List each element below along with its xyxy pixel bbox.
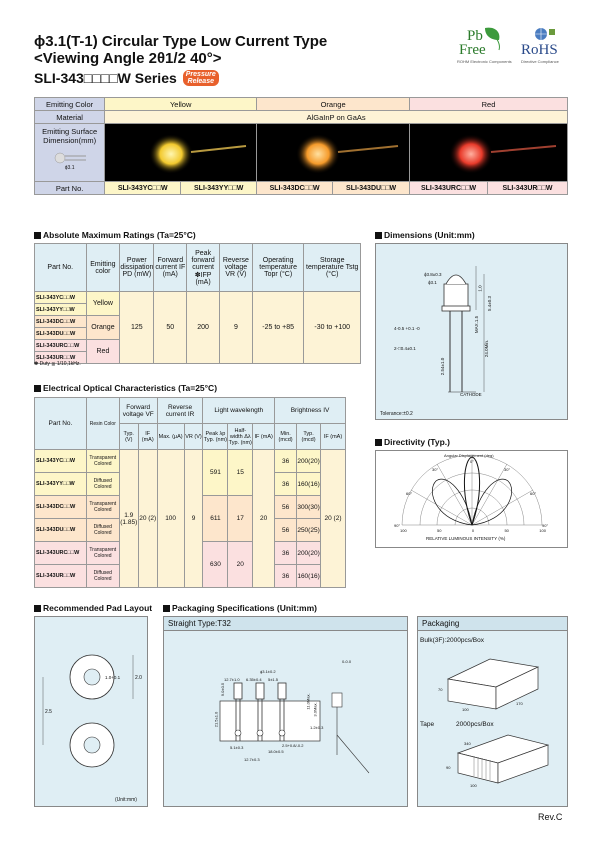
bullet-square-icon <box>163 605 170 612</box>
eoc-peak-red: 630 <box>203 542 228 588</box>
pb-free-logo: Pb Free ROHM Electronic Components <box>455 24 505 64</box>
pad-layout-panel: 1.0+0.1 2.0 2.5 (Unit:mm) <box>34 616 148 807</box>
led-dimension-icon <box>50 151 90 165</box>
yellow-led-photo <box>105 124 257 182</box>
packaging-panel: Packaging Bulk(3F):2000pcs/Box 70 100 170 Tape 2000pcs/Box 340 90 100 <box>417 616 568 807</box>
row-label-material: Material <box>35 111 105 124</box>
eoc-part-urc: SLI-343URC□□W <box>35 542 87 565</box>
eoc-h-resin: Resin Color <box>86 398 119 450</box>
globe-icon <box>521 26 576 42</box>
eoc-peak-orange: 611 <box>203 496 228 542</box>
part-dc: SLI-343DC□□W <box>257 182 333 195</box>
row-label-color: Emitting Color <box>35 98 105 111</box>
title-line2: <Viewing Angle 2θ1/2 40°> <box>34 50 222 67</box>
yellow-led-glow <box>106 124 256 179</box>
row-label-emitting-surface: Emitting Surface Dimension(mm) ϕ3.1 <box>35 124 105 182</box>
amr-part-yy: SLI-343YY□□W <box>35 304 87 316</box>
part-ur: SLI-343UR□□W <box>488 182 568 195</box>
amr-h-part: Part No. <box>35 244 87 292</box>
bulk-label: Bulk(3F):2000pcs/Box <box>420 637 484 644</box>
part-urc: SLI-343URC□□W <box>410 182 488 195</box>
amr-part-dc: SLI-343DC□□W <box>35 316 87 328</box>
amr-heading: Absolute Maximum Ratings (Ta=25°C) <box>34 230 196 240</box>
absolute-max-ratings-table <box>34 243 361 364</box>
color-red: Red <box>410 98 568 111</box>
amr-h-tstg: Storage temperature Tstg (°C) <box>304 244 361 292</box>
eoc-hw-red: 20 <box>228 542 253 588</box>
color-material-table <box>34 97 568 195</box>
packaging-spec-heading: Packaging Specifications (Unit:mm) <box>163 603 317 613</box>
amr-part-urc: SLI-343URC□□W <box>35 340 87 352</box>
amr-part-du: SLI-343DU□□W <box>35 328 87 340</box>
eoc-h-ir: Reverse current IR <box>157 398 203 424</box>
eoc-h-wave: Light wavelength <box>203 398 275 424</box>
series-title <box>34 70 219 86</box>
directivity-heading: Directivity (Typ.) <box>375 437 450 447</box>
amr-h-topr: Operating temperature Topr (°C) <box>252 244 304 292</box>
amr-part-yc: SLI-343YC□□W <box>35 292 87 304</box>
electrical-optical-table: Part No. Resin Color Forward voltage VF Reverse current IR Light wavelength Brightness IV Typ. (V) IF (mA) Max. (μA) VR (V) Peak λp Typ. (nm) Half-width Δλ Typ. (nm) IF (mA) Min. (mcd) Typ. (mcd) IF (mA) SLI-343YC□□W Transparent Colored 1.9 (1.85) 20 (2) 100 9 591 15 20 36 200(20) 20 (2) SLI-343YY□□W Diffused Colored 36 160(16) SLI-343DC□□W Transparent Colored 611 17 56 300(30) SLI-343DU□□W Diffused Colored 56 250(25) SLI-343URC□□W Transparent Colored 630 20 36 200(20) SLI-343UR□□W Diffused Colored 36 160(16) <box>34 397 346 588</box>
orange-led-glow <box>258 124 408 179</box>
part-yc: SLI-343YC□□W <box>105 182 181 195</box>
eoc-h-part: Part No. <box>35 398 87 450</box>
packaging-title: Packaging <box>418 617 567 631</box>
amr-h-color: Emitting color <box>86 244 120 292</box>
amr-note: ✽ Duty ≦ 1/10,1kHz. <box>34 361 81 367</box>
amr-h-if: Forward current IF (mA) <box>154 244 187 292</box>
material-value: AlGaInP on GaAs <box>105 111 568 124</box>
eoc-vf-if: 20 (2) <box>138 450 157 588</box>
series-name: SLI-343□□□□W Series <box>34 70 177 86</box>
eoc-peak-yellow: 591 <box>203 450 228 496</box>
straight-type-title: Straight Type:T32 <box>164 617 407 631</box>
pressure-release-badge: Pressure Release <box>183 70 219 86</box>
part-du: SLI-343DU□□W <box>333 182 410 195</box>
color-yellow: Yellow <box>105 98 257 111</box>
tolerance-note: Tolerance:±0.2 <box>380 411 413 417</box>
pad-heading: Recommended Pad Layout <box>34 603 152 613</box>
dimensions-heading: Dimensions (Unit:mm) <box>375 230 475 240</box>
eoc-h-vf: Forward voltage VF <box>119 398 157 424</box>
dimensions-panel: ϕ3.8±0.3 ϕ3.1 1.0 5.4±0.3 MAX.1.5 4-0.5 +0.1 -0 2-□0.4±0.1 24.0Min. 2.54±1.0 CATHODE Tolerance:±0.2 <box>375 243 568 420</box>
red-led-photo <box>410 124 568 182</box>
amr-part-ur: SLI-343UR□□W <box>35 352 87 364</box>
pad-drawing <box>35 617 149 808</box>
eoc-part-yc: SLI-343YC□□W <box>35 450 87 473</box>
polar-chart <box>376 451 569 549</box>
amr-color-red: Red <box>86 340 120 364</box>
eoc-wave-if: 20 <box>253 450 275 588</box>
eoc-ir-vr: 9 <box>184 450 203 588</box>
eoc-part-yy: SLI-343YY□□W <box>35 473 87 496</box>
amr-if: 50 <box>154 292 187 364</box>
eoc-hw-orange: 17 <box>228 496 253 542</box>
amr-ifp: 200 <box>187 292 220 364</box>
amr-h-vr: Reverse voltage VR (V) <box>219 244 252 292</box>
bullet-square-icon <box>375 232 382 239</box>
red-led-glow <box>411 124 566 179</box>
eoc-hw-yellow: 15 <box>228 450 253 496</box>
amr-vr: 9 <box>219 292 252 364</box>
part-yy: SLI-343YY□□W <box>181 182 257 195</box>
box-drawings <box>418 617 569 807</box>
bullet-square-icon <box>34 605 41 612</box>
bullet-square-icon <box>34 232 41 239</box>
tape-drawing <box>164 635 409 805</box>
orange-led-photo <box>257 124 410 182</box>
eoc-ir: 100 <box>157 450 184 588</box>
eoc-vf: 1.9 (1.85) <box>119 450 138 588</box>
color-orange: Orange <box>257 98 410 111</box>
amr-color-yellow: Yellow <box>86 292 120 316</box>
row-label-part-no: Part No. <box>35 182 105 195</box>
title-line1: ϕ3.1(T-1) Circular Type Low Current Type <box>34 33 328 50</box>
revision-label: Rev.C <box>538 812 563 822</box>
amr-topr: -25 to +85 <box>252 292 304 364</box>
tape-label: Tape <box>420 721 435 728</box>
eoc-bright-if: 20 (2) <box>321 450 346 588</box>
directivity-panel: Angular Displacement (deg) 0° 30° 60° 90° 30° 60° 90° 100 50 0 50 100 RELATIVE LUMINOUS INTENSITY (%) <box>375 450 568 548</box>
amr-color-orange: Orange <box>86 316 120 340</box>
rohs-logo: RoHS Directive Compliance <box>515 26 570 64</box>
packaging-spec-panel: Straight Type:T32 ϕ3.1±0.2 12.7±1.0 6.35±0.4 5±1.5 0-0.0 5.1±0.3 12.7±0.3 2.5+0.8/-0.2 18.0±0.5 21.5±1.0 9.0±0.5 11.0Max. 3.0Max. 1.2±0.3 <box>163 616 408 807</box>
led-outline-drawing <box>376 244 569 404</box>
eoc-heading: Electrical Optical Characteristics (Ta=25°C) <box>34 383 217 393</box>
bullet-square-icon <box>34 385 41 392</box>
amr-tstg: -30 to +100 <box>304 292 361 364</box>
polar-ticks: 100 50 0 50 100 <box>400 528 546 533</box>
eoc-part-ur: SLI-343UR□□W <box>35 565 87 588</box>
eoc-part-dc: SLI-343DC□□W <box>35 496 87 519</box>
amr-h-pd: Power dissipation PD (mW) <box>120 244 154 292</box>
eoc-h-bright: Brightness IV <box>275 398 346 424</box>
amr-h-ifp: Peak forward current ✽IFP (mA) <box>187 244 220 292</box>
eoc-part-du: SLI-343DU□□W <box>35 519 87 542</box>
amr-pd: 125 <box>120 292 154 364</box>
tape-qty: 2000pcs/Box <box>456 721 494 728</box>
bullet-square-icon <box>375 439 382 446</box>
